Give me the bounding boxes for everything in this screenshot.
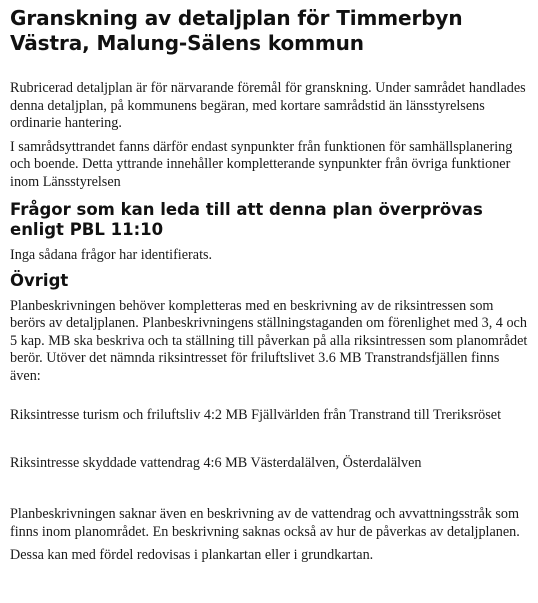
section-heading-ovrigt: Övrigt [10,270,69,290]
section-heading-pbl: Frågor som kan leda till att denna plan överprövas enligt PBL 11:10 [10,200,483,239]
ovrigt-paragraph-3: Riksintresse skyddade vattendrag 4:6 MB Västerdalälven, Österdalälven [10,454,422,471]
intro-paragraph-1: Rubricerad detaljplan är för närvarande föremål för granskning. Under samrådet handlades denna detaljplan, på kommunens begäran, med kortare samrådstid än länsstyrelsens ordinarie hantering. [10,80,526,131]
document-title: Granskning av detaljplan för Timmerbyn Västra, Malung-Sälens kommun [10,6,463,55]
ovrigt-paragraph-2: Riksintresse turism och friluftsliv 4:2 MB Fjällvärlden från Transtrand till Treriksröset [10,407,502,423]
intro-paragraph-2: I samrådsyttrandet fanns därför endast synpunkter från funktionen för samhällsplanering och boende. Detta yttrande innehåller kompletterande synpunkter från övriga funktioner inom Länsstyrelsen [10,138,513,190]
ovrigt-paragraph-1: Planbeskrivningen behöver kompletteras med en beskrivning av de riksintressen som berörs av detaljplanen. Planbeskrivningens ställningstaganden om förenlighet med 3, 4 och 5 kap. MB ska beskriva och ta ställning till påverkan på alla riksintressen som planområdet berör. Utöver det nämnda riksintresset för friluftslivet 3.6 MB Transtrandsfjällen finns även: [10,297,528,384]
ovrigt-paragraph-5: Dessa kan med fördel redovisas i plankartan eller i grundkartan. [10,547,374,563]
ovrigt-paragraph-4: Planbeskrivningen saknar även en beskrivning av de vattendrag och avvattningsstråk som finns inom planområdet. En beskrivning saknas också av hur de påverkas av detaljplanen. [10,506,520,540]
section-pbl-text: Inga sådana frågor har identifierats. [10,247,213,263]
